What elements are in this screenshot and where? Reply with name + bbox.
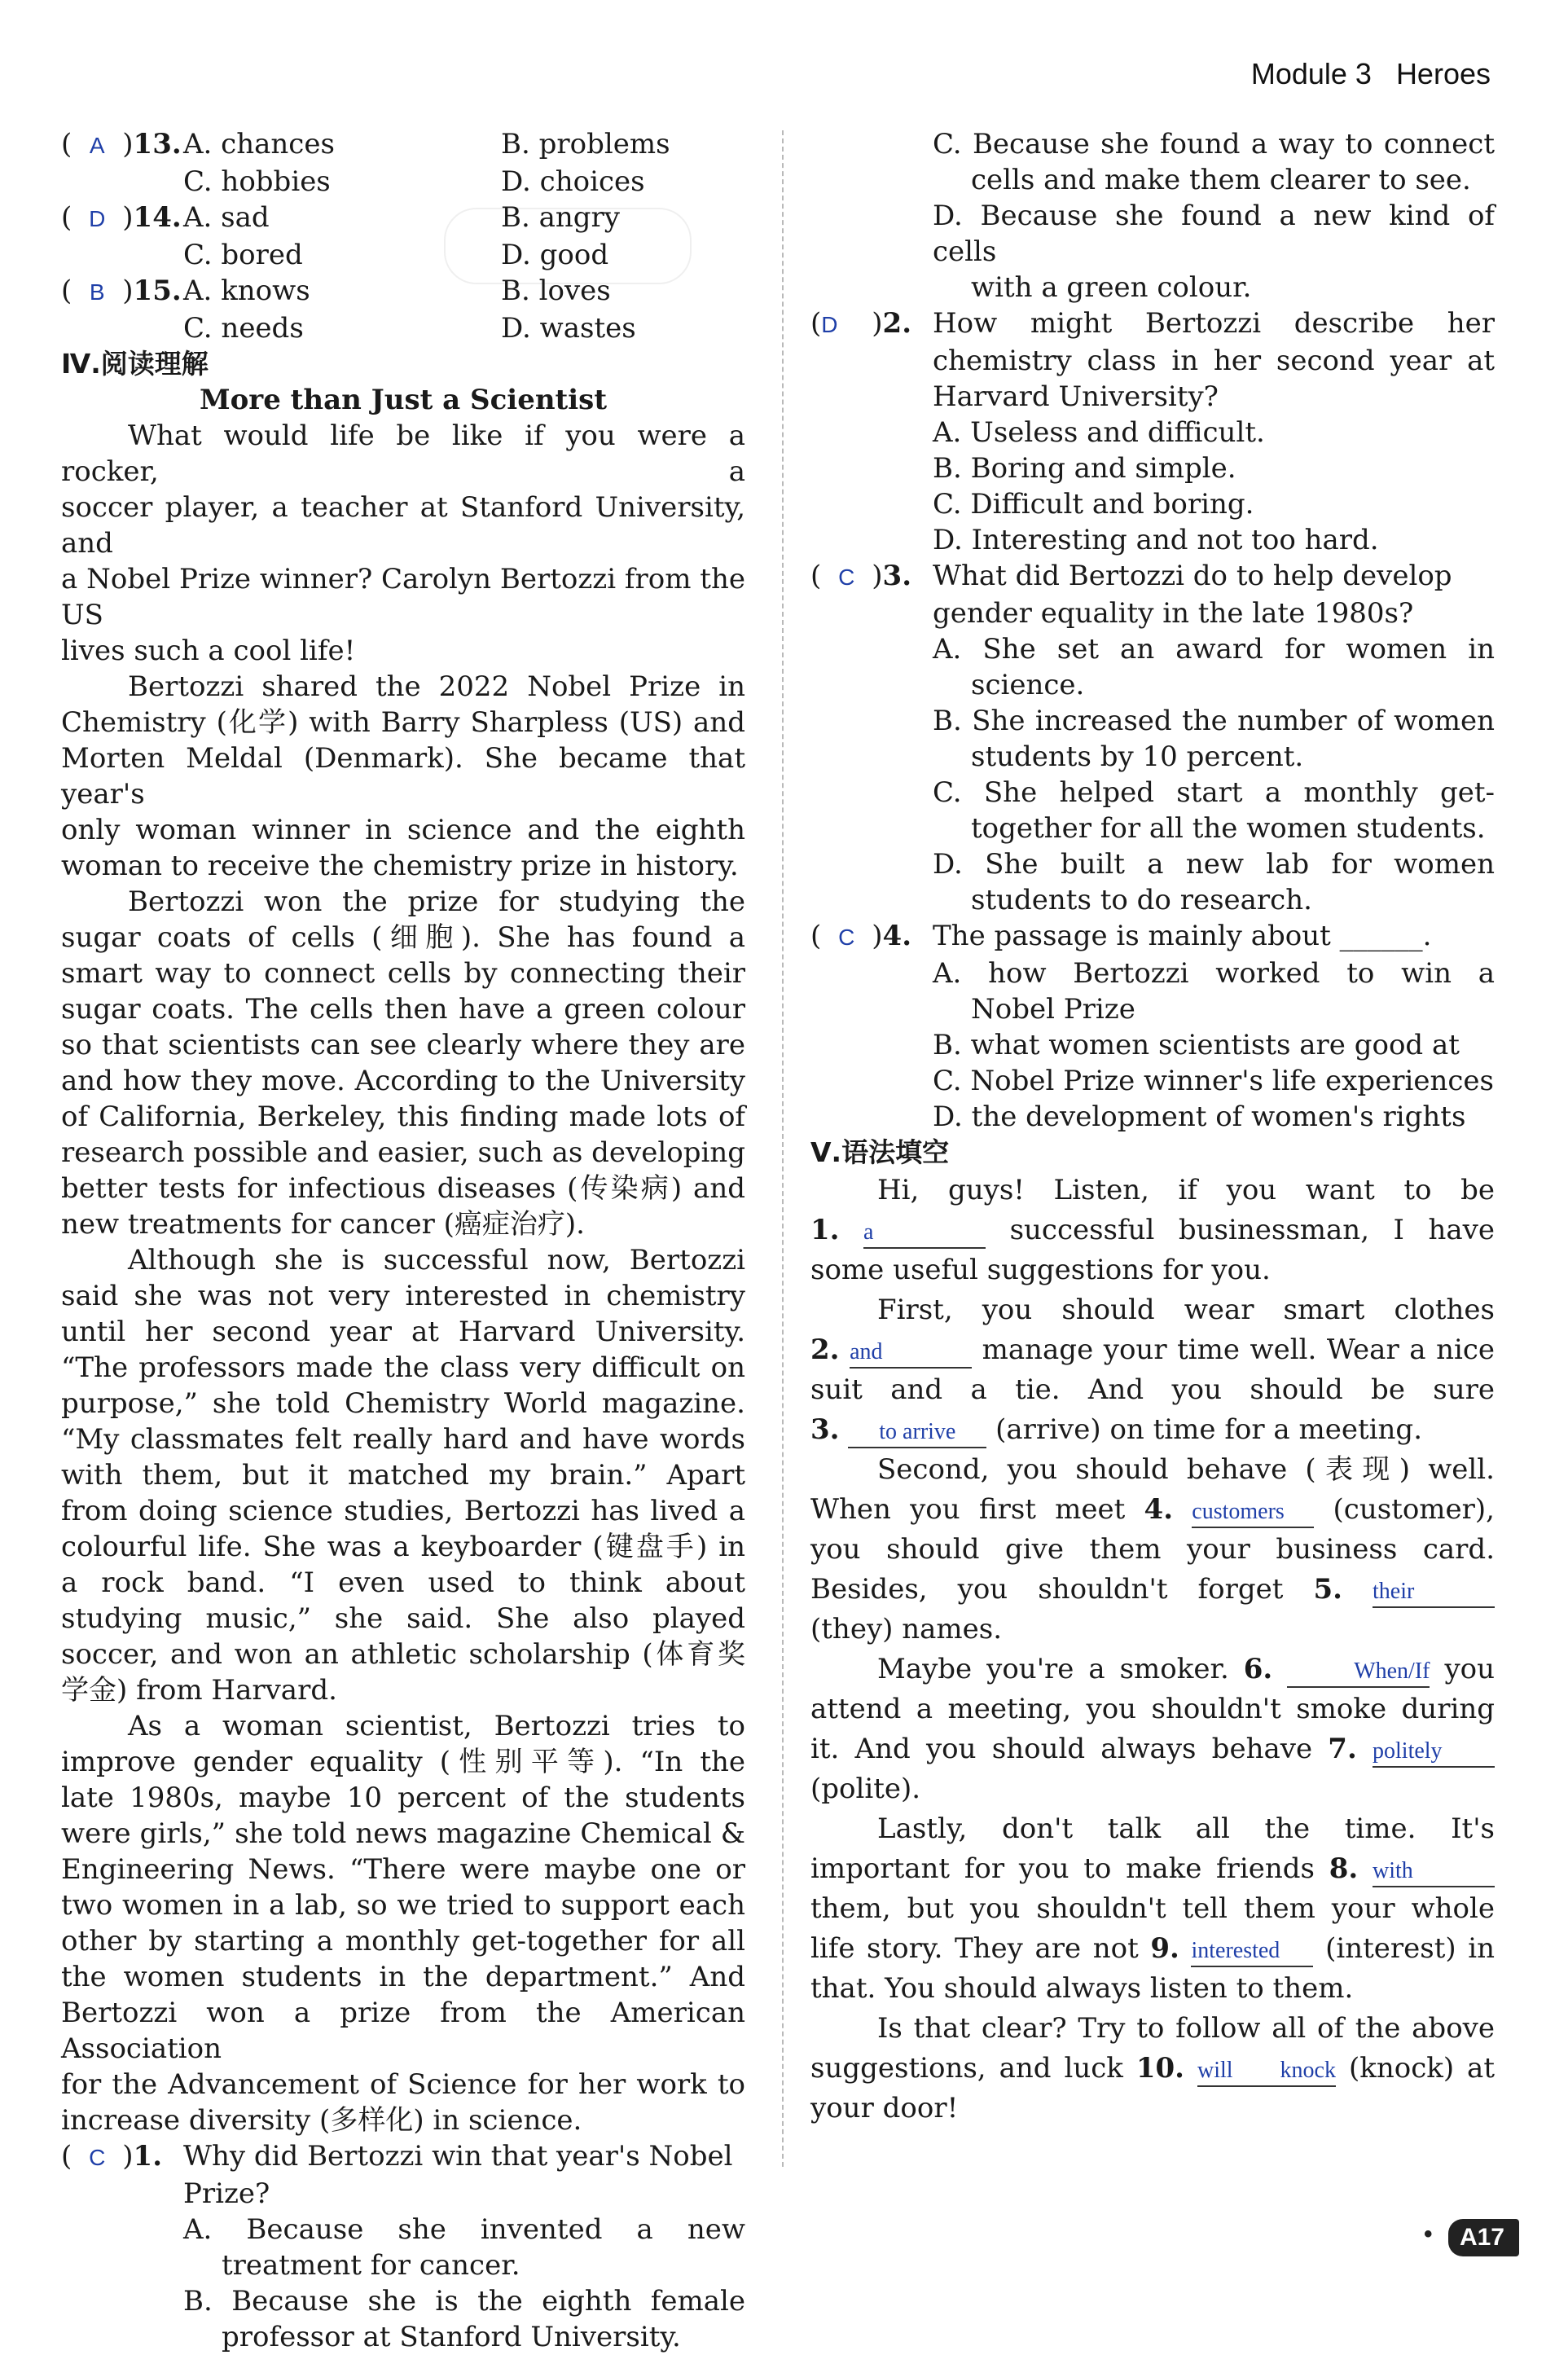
answer-blank: When/If [1287,1654,1430,1688]
option-d: D. Interesting and not too hard. [933,524,1379,556]
passage-paragraph: Although she is successful now, Bertozzi said she was not very interested in chemistry until her second year at Harvard University. “The professors made the class very difficult on purpose,” she told Chemistry World magazine. “My classmates felt really hard and have words with them, but it matched my brain.” Apart from doing science studies, Bertozzi has lived a colourful life. She was a keyboarder (键盘手) in a rock band. “I even used to think about studying music,” she said. She also played soccer, and won an athletic scholarship (体育奖 学金) from Harvard. [61,1244,745,1707]
option-c: C. Difficult and boring. [933,488,1254,521]
page-header [1251,57,1491,91]
option-d: D. good [501,239,609,271]
option-b: B. what women scientists are good at [933,1029,1460,1061]
right-column [810,126,1495,2129]
option-a: A. knows [183,275,310,307]
option-d: D. wastes [501,312,636,345]
reading-question-4: ( C )4. The passage is mainly about ______. A. how Bertozzi worked to win a Nobel Prize B. what women scientists are good at C. Nobel Prize winner's life experiences D. the development of women's rights [810,920,1495,1133]
option-b: B. Because she is the eighth female [183,2285,745,2318]
page-number: • A17 [1448,2219,1519,2256]
option-d: D. the development of women's rights [933,1101,1466,1133]
left-column [61,126,745,2355]
option-c: C. She helped start a monthly get- [933,776,1495,809]
option-c: C. needs [183,312,304,345]
option-a: A. Because she invented a new [183,2213,745,2246]
option-a: A. Useless and difficult. [933,416,1265,449]
option-a: A. sad [183,201,270,234]
passage-paragraph: Bertozzi won the prize for studying the sugar coats of cells (细胞). She has found a smart way to connect cells by connecting their sugar coats. The cells then have a green colour so that scientists can see clearly where they are and how they move. According to the University of California, Berkeley, this finding made lots of research possible and easier, such as developing better tests for infectious diseases (传染病) and new treatments for cancer (癌症治疗). [61,885,745,1241]
option-c: C. bored [183,239,303,271]
option-c: C. Nobel Prize winner's life experiences [933,1065,1494,1097]
option-b: B. problems [501,128,670,160]
answer-blank: their [1373,1575,1495,1608]
column-divider [782,130,784,2167]
module-title: Heroes [1395,57,1491,90]
answer-mark: C [89,2145,106,2170]
vocab-question: ( D )14.A. sad B. angry C. bored D. good [61,201,620,271]
passage-paragraph: As a woman scientist, Bertozzi tries to improve gender equality (性别平等). “In the late 1980s, maybe 10 percent of the students were girls,” she told news magazine Chemical & Engineering News. “There were maybe one or two women in a lab, so we tried to support each other by starting a monthly get-together for all the women students in the department.” And Bertozzi won a prize from the American Association for the Advancement of Science for her work to increase diversity (多样化) in science. [61,1710,745,2137]
answer-mark: D [821,312,838,337]
option-d: D. choices [501,165,645,198]
answer-blank: and [850,1335,972,1369]
answer-mark: C [838,925,855,950]
answer-blank: customers [1192,1495,1314,1528]
option-b: B. She increased the number of women [933,705,1495,737]
answer-mark: C [838,565,855,590]
answer-blank: will knock [1197,2054,1336,2087]
answer-blank: politely [1373,1734,1495,1768]
answer-mark: A [89,133,105,158]
answer-mark: D [89,206,106,231]
option-c: C. Because she found a way to connect [933,128,1495,160]
vocab-question: ( B )15.A. knows B. loves C. needs D. wastes [61,275,636,345]
answer-blank: interested [1191,1934,1313,1967]
option-d: D. She built a new lab for women [933,848,1495,881]
option-a: A. chances [183,128,335,160]
section-title-reading: Ⅳ.阅读理解 [61,348,209,380]
reading-question-1-cont: C. Because she found a way to connect cells and make them clearer to see. D. Because she found a new kind of cells with a green colour. [810,126,1495,305]
answer-blank: to arrive [848,1415,986,1448]
option-d: D. Because she found a new kind of cells [933,200,1495,268]
reading-question-3: ( C )3. What did Bertozzi do to help develop gender equality in the late 1980s? A. She set an award for women in science. B. She increased the number of women students by 10 percent. C. She helped start a monthly get- together for all the women students. D. She built a new lab for women students to do research. [810,560,1495,916]
option-a: A. She set an award for women in [933,633,1495,666]
answer-mark: B [89,279,105,305]
answer-blank: a [863,1215,986,1249]
answer-blank: with [1373,1854,1495,1887]
vocab-question: ( A )13.A. chances B. problems C. hobbies D. choices [61,128,670,198]
passage-paragraph: What would life be like if you were a rocker, a soccer player, a teacher at Stanford University, and a Nobel Prize winner? Carolyn Bertozzi from the US lives such a cool life! [61,420,745,667]
reading-question-1: ( C )1. Why did Bertozzi win that year's Nobel Prize? A. Because she invented a new treatment for cancer. B. Because she is the eighth female professor at Stanford University. [61,2140,745,2353]
option-c: C. hobbies [183,165,331,198]
option-a: A. how Bertozzi worked to win a [933,957,1495,990]
option-b: B. Boring and simple. [933,452,1236,485]
section-title-grammar: Ⅴ.语法填空 [810,1136,950,1168]
passage-title: More than Just a Scientist [199,384,608,416]
option-b: B. angry [501,201,620,234]
option-b: B. loves [501,275,611,307]
grammar-passage: Hi, guys! Listen, if you want to be 1. a successful businessman, I have some useful suggestions for you. First, you should wear smart clothes 2. and manage your time well. Wear a nice suit and a tie. And you should be sure 3. to arrive (arrive) on time for a meeting. Second, you should behave (表现) well. When you first meet 4. customers (customer), you should give them your business card. Besides, you shouldn't forget 5. their (they) names. Maybe you're a smoker. 6. When/If you attend a meeting, you shouldn't smoke during it. And you should always behave 7. politely (polite). Lastly, don't talk all the time. It's important for you to make friends 8. with them, but you shouldn't tell them your whole life story. They are not 9. interested (interest) in that. You should always listen to them. Is that clear? Try to follow all of the above suggestions, and luck 10. will knock (knock) at your door! [810,1174,1496,2124]
reading-question-2: (D )2. How might Bertozzi describe her chemistry class in her second year at Harvard University? A. Useless and difficult. B. Boring and simple. C. Difficult and boring. D. Interesting and not too hard. [810,307,1495,556]
module-label: Module 3 [1250,57,1372,90]
passage-paragraph: Bertozzi shared the 2022 Nobel Prize in Chemistry (化学) with Barry Sharpless (US) and Morten Meldal (Denmark). She became that year's only woman winner in science and the eighth woman to receive the chemistry prize in history. [61,670,745,882]
